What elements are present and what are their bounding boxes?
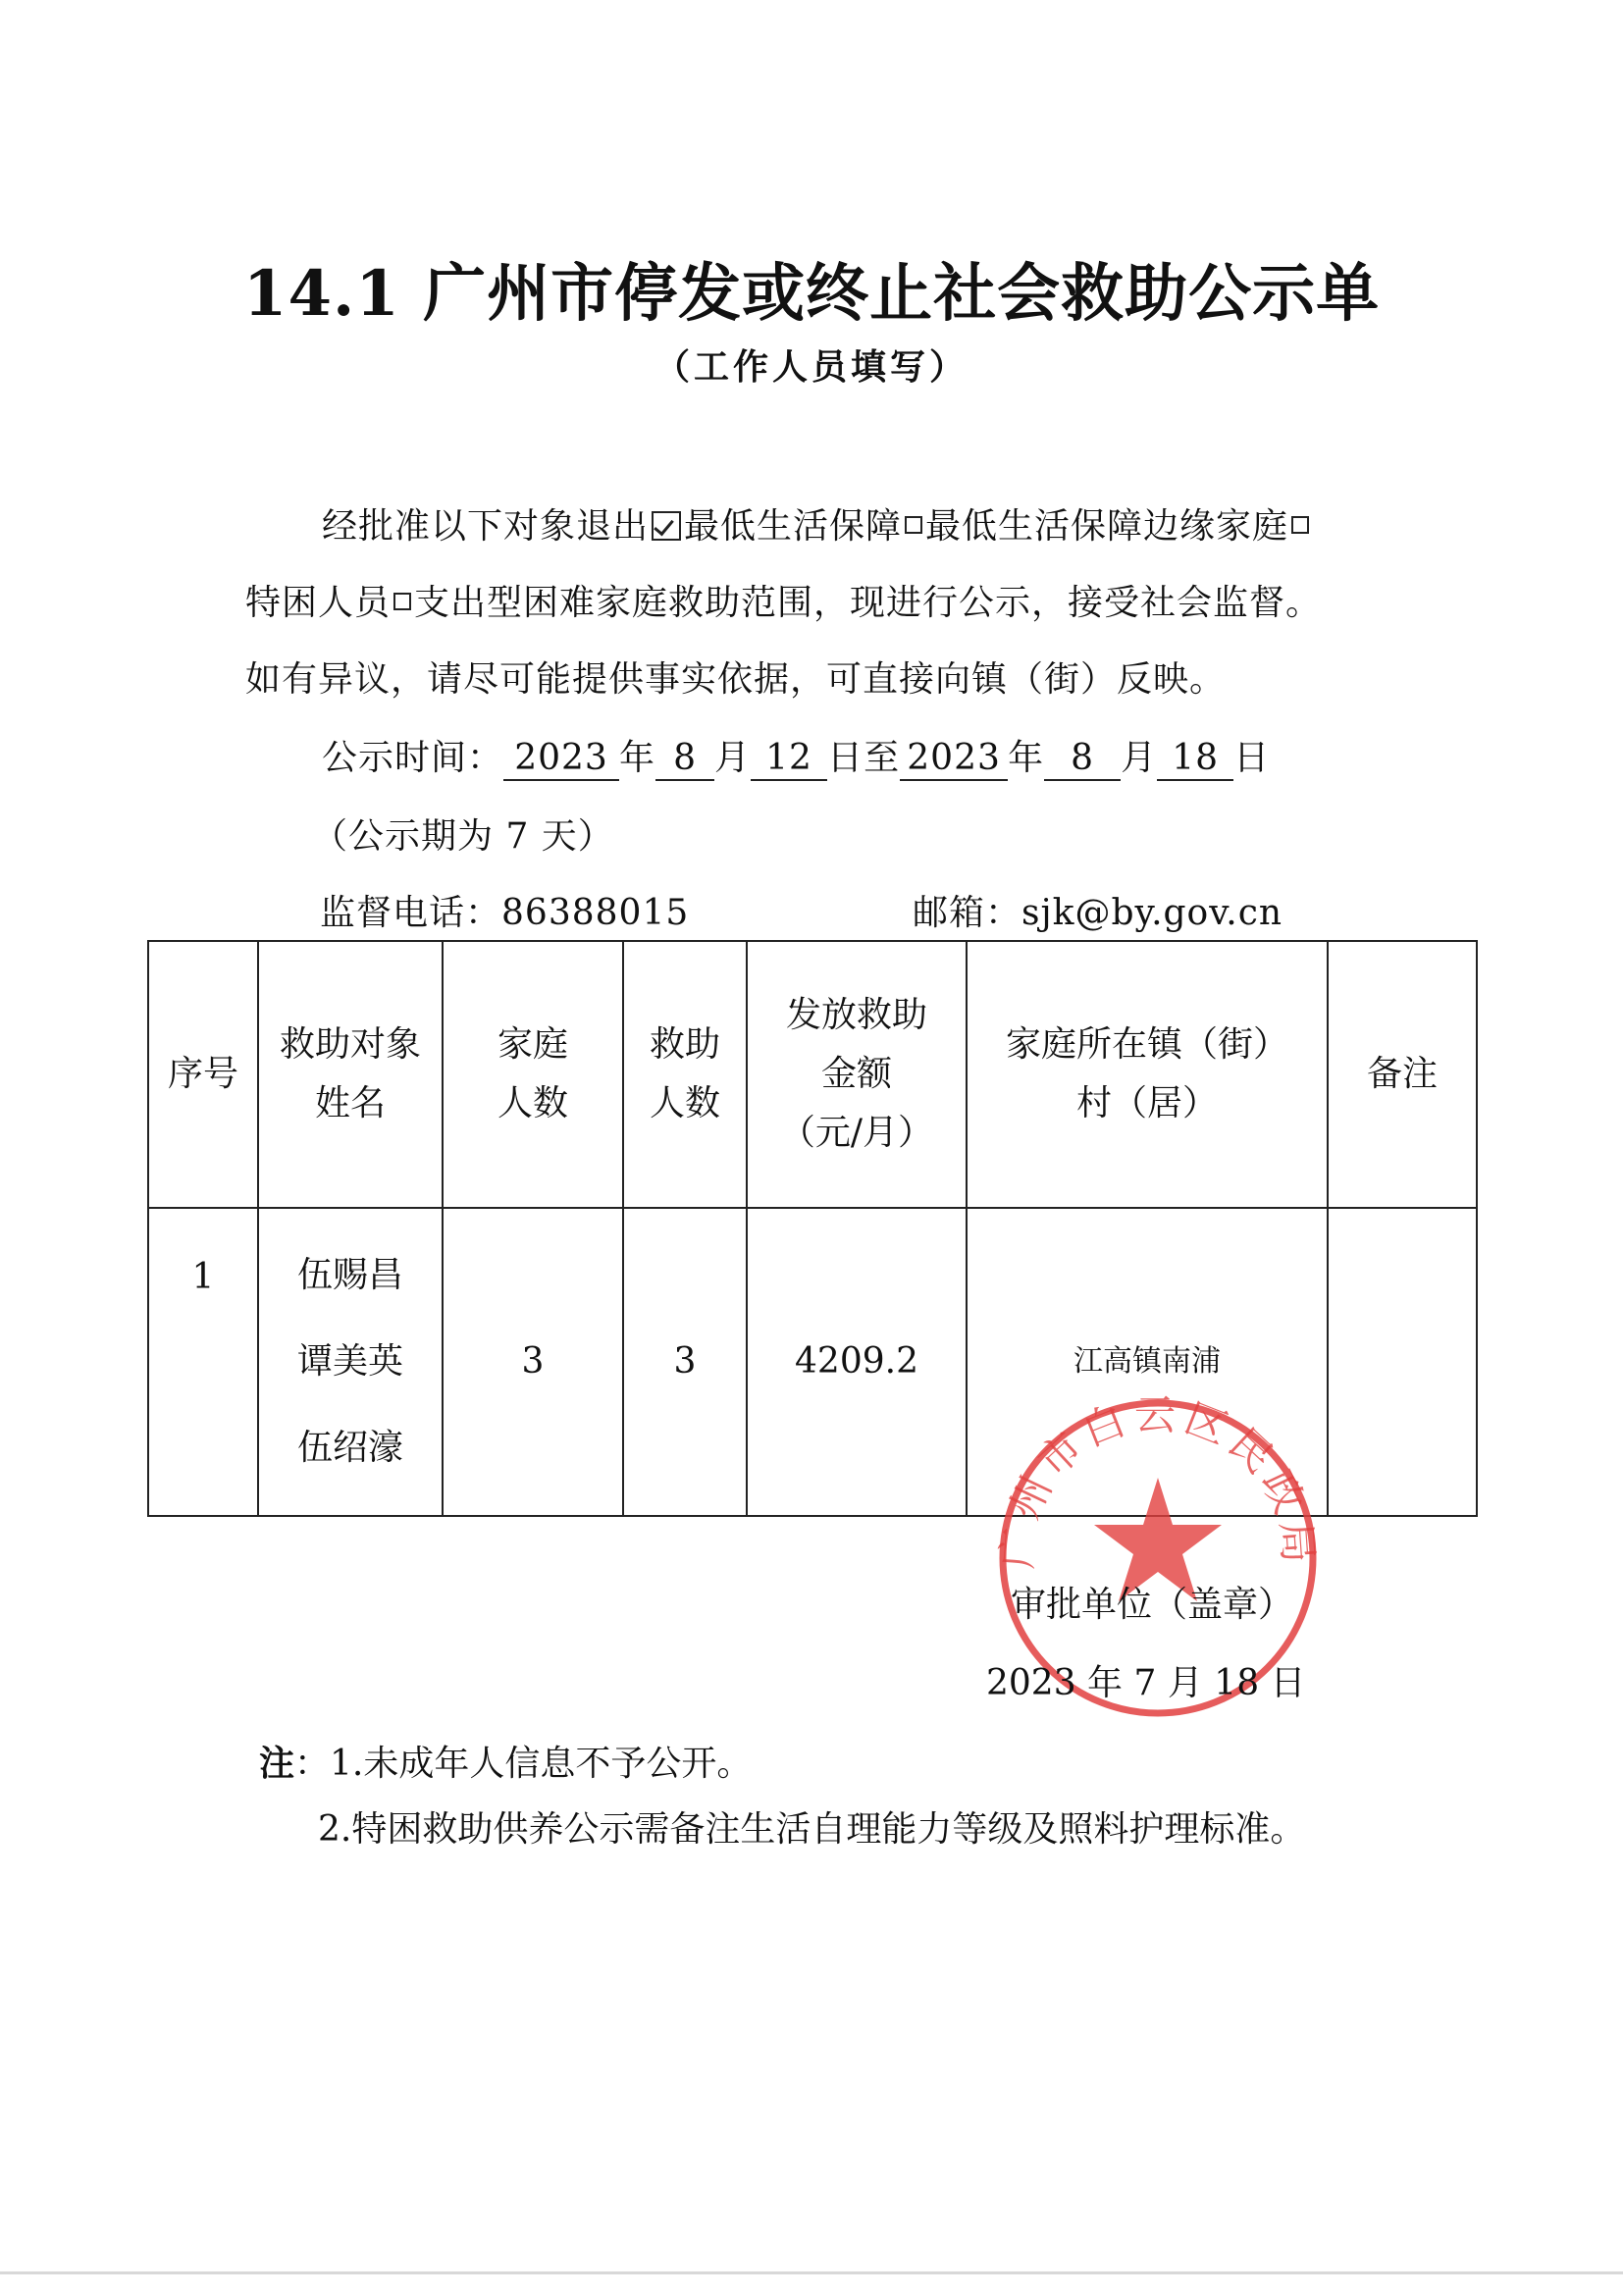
cell-aid-count: 3 (623, 1208, 747, 1516)
month-char: 月 (714, 738, 752, 778)
option-minimum-living: 最低生活保障 (684, 506, 903, 547)
header-name (258, 941, 443, 1208)
header-text: 人数 (497, 1083, 568, 1123)
person-name: 谭美英 (296, 1341, 403, 1382)
end-year: 2023 (900, 738, 1008, 781)
approval-date: 2023 年 7 月 18 日 (986, 1663, 1306, 1703)
person-name: 伍绍濠 (296, 1428, 403, 1468)
header-text: 人数 (649, 1083, 720, 1123)
table-header-row (148, 941, 1477, 1208)
header-aid-count (623, 941, 747, 1208)
option-extreme-poverty: 特困人员 (245, 583, 392, 623)
header-seq: 序号 (148, 941, 258, 1208)
intro-line-3: 如有异议，请尽可能提供事实依据，可直接向镇（街）反映。 (245, 659, 1227, 700)
cell-amount: 4209.2 (747, 1208, 967, 1516)
person-name: 伍赐昌 (296, 1255, 403, 1295)
document-subtitle: （工作人员填写） (654, 346, 969, 388)
day-char: 日 (1233, 738, 1271, 778)
cell-remark (1328, 1208, 1477, 1516)
unchecked-checkbox-icon[interactable] (1291, 516, 1309, 534)
end-month: 8 (1044, 738, 1121, 781)
cell-names (258, 1208, 443, 1516)
header-text: 发放救助 (785, 995, 927, 1035)
year-char: 年 (1008, 738, 1045, 778)
to-char: 至 (864, 738, 901, 778)
phone-number: 86388015 (501, 893, 690, 933)
intro-text: 经批准以下对象退出 (322, 506, 650, 547)
header-amount (747, 941, 967, 1208)
header-family-count (443, 941, 623, 1208)
intro-line-2 (245, 579, 1322, 628)
intro-line-1 (322, 502, 1312, 551)
scan-edge-divider (0, 2271, 1623, 2274)
option-marginal-family: 最低生活保障边缘家庭 (925, 506, 1289, 547)
notes-line-1 (259, 1739, 752, 1789)
notes-label: 注 (259, 1743, 295, 1784)
header-remark: 备注 (1328, 941, 1477, 1208)
header-place (967, 941, 1328, 1208)
month-char: 月 (1121, 738, 1158, 778)
email-address: sjk@by.gov.cn (1021, 893, 1283, 933)
phone-label: 监督电话： (320, 893, 502, 933)
unchecked-checkbox-icon[interactable] (905, 516, 922, 534)
notes-text: ：1.未成年人信息不予公开。 (294, 1744, 753, 1784)
day-char: 日 (827, 738, 864, 778)
start-day: 12 (751, 738, 827, 781)
supervision-email (913, 889, 1283, 938)
period-days-note: （公示期为 7 天） (312, 816, 614, 857)
start-month: 8 (655, 738, 714, 781)
end-day: 18 (1157, 738, 1233, 781)
header-text: 救助 (649, 1024, 720, 1065)
period-label: 公示时间： (322, 738, 504, 778)
checked-checkbox-icon[interactable] (652, 511, 681, 541)
start-year: 2023 (503, 738, 619, 781)
supervision-phone (320, 889, 689, 938)
publicity-period (322, 734, 1270, 783)
header-text: 家庭 (497, 1024, 568, 1065)
year-char: 年 (619, 738, 656, 778)
unchecked-checkbox-icon[interactable] (393, 593, 411, 610)
cell-place: 江高镇南浦 (967, 1208, 1328, 1516)
notes-line-2: 2.特困救助供养公示需备注生活自理能力等级及照料护理标准。 (318, 1809, 1306, 1850)
header-text: 姓名 (314, 1083, 386, 1123)
cell-seq: 1 (148, 1208, 258, 1516)
cell-family-count: 3 (443, 1208, 623, 1516)
seal-text: 广州市白云区民政局 (992, 1391, 1324, 1571)
header-text: 金额 (820, 1054, 892, 1094)
approval-unit: 审批单位（盖章） (1011, 1585, 1294, 1625)
document-title: 14.1 广州市停发或终止社会救助公示单 (242, 257, 1381, 331)
header-text: 村（居） (1075, 1083, 1218, 1123)
email-label: 邮箱： (913, 893, 1022, 933)
option-expenditure-family: 支出型困难家庭救助范围，现进行公示，接受社会监督。 (414, 583, 1323, 623)
header-text: 家庭所在镇（街） (1005, 1024, 1288, 1065)
header-text: 救助对象 (279, 1024, 421, 1065)
header-text: （元/月） (779, 1113, 934, 1153)
